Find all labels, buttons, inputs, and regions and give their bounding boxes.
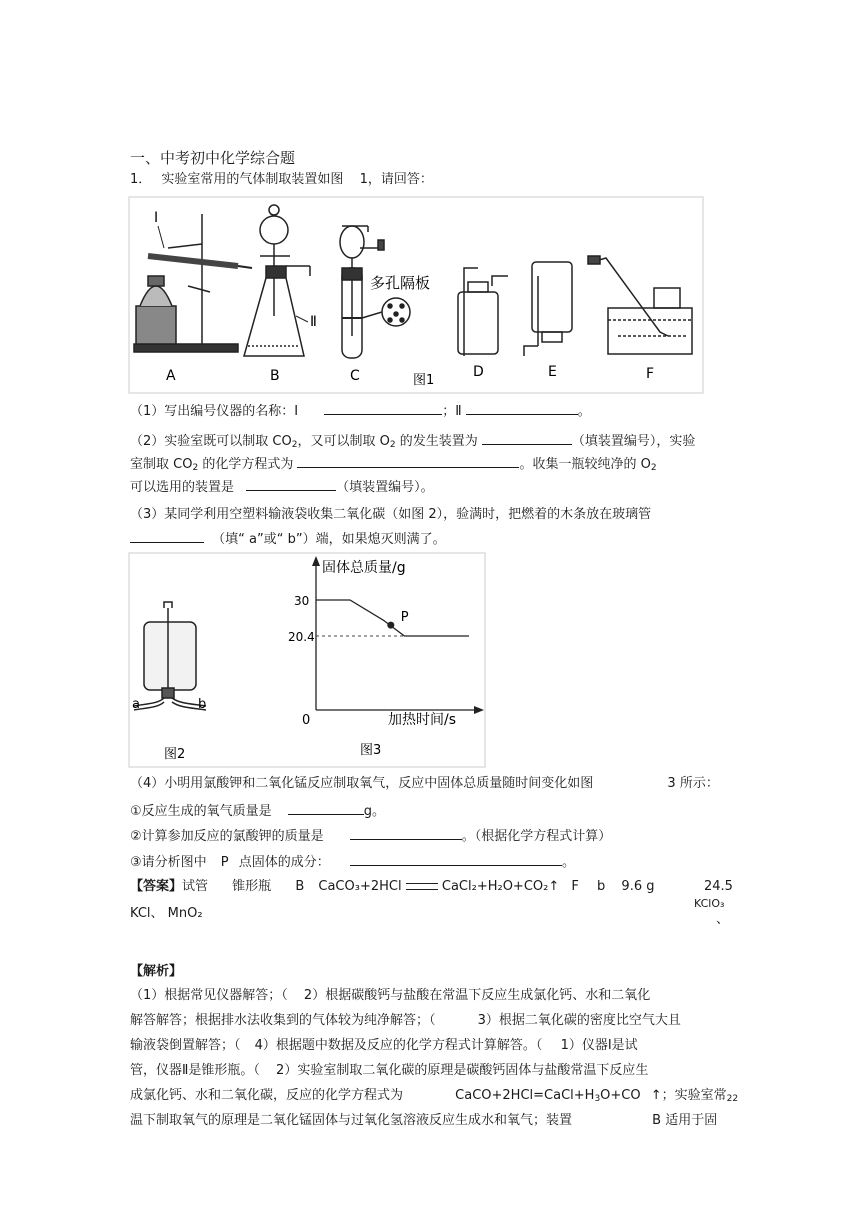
- q4-text-b: 3 所示：: [667, 776, 719, 791]
- analysis-1b: 2）根据碳酸钙与盐酸在常温下反应生成氯化钙、水和二氧化: [303, 988, 651, 1003]
- label-a: A: [166, 368, 176, 384]
- x-axis-label: 加热时间/s: [388, 712, 457, 728]
- answer-line: [130, 879, 654, 895]
- apparatus-d: [458, 268, 508, 356]
- analysis-3b: 4）根据题中数据及反应的化学方程式计算解答。（: [254, 1038, 543, 1053]
- question-number: 1．: [130, 172, 152, 187]
- y-axis-arrow: [312, 556, 320, 566]
- q2-sub-4: 2: [650, 463, 657, 473]
- analysis-6a: 温下制取氧气的原理是二氧化锰固体与过氧化氢溶液反应生成水和氧气；装置: [130, 1113, 573, 1128]
- q2-text-e: 室制取 CO: [130, 457, 193, 472]
- answer-label: 【答案】: [130, 879, 183, 894]
- question-stem: [130, 172, 433, 188]
- answer-3: B: [295, 879, 305, 894]
- question-2-line-2: [130, 455, 657, 476]
- q3-text: （填“ a”或“ b”）端，如果熄灭则满了。: [212, 532, 446, 547]
- q4-text-d: g。: [363, 804, 386, 819]
- analysis-4b: 2）实验室制取二氧化碳的原理是碳酸钙固体与盐酸常温下反应生: [276, 1063, 649, 1078]
- chart-figure-3: [288, 556, 484, 758]
- q1-separator: ；Ⅱ: [442, 404, 462, 419]
- point-p: [387, 622, 394, 629]
- analysis-3c: 1）仪器Ⅰ是试: [560, 1038, 638, 1053]
- question-2-line-3: [130, 478, 434, 496]
- apparatus-b: [244, 205, 310, 356]
- q2-text-f: 的化学方程式为: [198, 457, 294, 472]
- label-i: I: [154, 210, 159, 226]
- analysis-line-6: [130, 1113, 717, 1129]
- answer-4: F: [571, 879, 579, 894]
- analysis-line-2: [130, 1013, 681, 1029]
- analysis-6b: B 适用于固: [652, 1113, 718, 1128]
- answer-2: 锥形瓶: [232, 879, 272, 894]
- porous-plate-label: 多孔隔板: [370, 274, 431, 292]
- answer-8: KClO₃: [694, 897, 725, 910]
- q2-text-i: （填装置编号）。: [336, 480, 434, 495]
- q2-sub-2: 2: [389, 440, 396, 450]
- answer-10: 、: [716, 912, 730, 927]
- analysis-5a: 成氯化钙、水和二氧化碳，反应的化学方程式为: [130, 1088, 404, 1103]
- answer-7: 24.5: [704, 879, 733, 894]
- question-3-line-1: （3）某同学利用空塑料输液袋收集二氧化碳（如图 2），验满时，把燃着的木条放在玻璃管: [130, 507, 652, 522]
- analysis-line-5: [130, 1088, 738, 1107]
- figure-2-caption: 图2: [164, 747, 186, 762]
- figure-1-apparatus: [128, 196, 704, 394]
- figure-1-caption: 图1: [413, 373, 435, 388]
- figure-2-3: [128, 552, 486, 768]
- q2-text-b: ，又可以制取 O: [297, 434, 390, 449]
- answer-equation-right: CaCl₂+H₂O+CO₂↑: [441, 879, 560, 894]
- analysis-5d: O+CO: [600, 1088, 641, 1103]
- q2-text-a: （2）实验室既可以制取 CO: [130, 434, 292, 449]
- q2-text-g: 。收集一瓶较纯净的 O: [519, 457, 651, 472]
- question-4-line-1: [130, 776, 719, 792]
- apparatus-e: [524, 262, 572, 356]
- label-b: B: [270, 368, 280, 384]
- question-stem-b: 1，请回答：: [359, 172, 433, 187]
- analysis-2a: 解答解答；根据排水法收集到的气体较为纯净解答；（: [130, 1013, 436, 1028]
- answer-equation-left: CaCO₃+2HCl: [318, 879, 402, 894]
- analysis-line-3: [130, 1038, 638, 1054]
- q4-blank-3[interactable]: [350, 853, 562, 866]
- q2-sub-3: 2: [192, 463, 199, 473]
- q2-sub-1: 2: [291, 440, 298, 450]
- question-4-line-4: [130, 853, 575, 871]
- x-axis-arrow: [474, 706, 484, 714]
- analysis-5c: 3: [594, 1094, 601, 1104]
- q1-end: 。: [577, 404, 591, 419]
- fig2-label-b: b: [198, 697, 207, 712]
- q1-text: （1）写出编号仪器的名称：Ⅰ: [130, 404, 299, 419]
- answer-1: 试管: [182, 879, 209, 894]
- q2-blank-1[interactable]: [482, 432, 572, 445]
- point-p-label: P: [400, 610, 409, 626]
- q4-blank-1[interactable]: [288, 802, 364, 815]
- mass-curve: [316, 600, 469, 636]
- q2-text-d: （填装置编号），实验: [571, 434, 696, 449]
- y-tick-30: 30: [294, 594, 310, 608]
- analysis-5e: ↑；实验室常: [650, 1088, 727, 1103]
- q4-text-e: ②计算参加反应的氯酸钾的质量是: [130, 829, 324, 844]
- analysis-4a: 管，仪器Ⅱ是锥形瓶。（: [130, 1063, 260, 1078]
- analysis-line-4: [130, 1063, 648, 1079]
- analysis-label: 【解析】: [130, 964, 183, 979]
- q4-blank-2[interactable]: [350, 827, 462, 840]
- label-f: F: [646, 366, 655, 382]
- q2-blank-3[interactable]: [246, 478, 336, 491]
- analysis-3a: 输液袋倒置解答；（: [130, 1038, 241, 1053]
- q4-text-c: ①反应生成的氧气质量是: [130, 804, 272, 819]
- figure-3-caption: 图3: [360, 743, 382, 758]
- analysis-line-1: [130, 988, 650, 1004]
- q2-text-h: 可以选用的装置是: [130, 480, 235, 495]
- section-title: 一、中考初中化学综合题: [130, 149, 296, 167]
- q4-text-a: （4）小明用氯酸钾和二氧化锰反应制取氧气，反应中固体总质量随时间变化如图: [130, 776, 594, 791]
- label-c: C: [350, 368, 360, 384]
- q1-blank-1[interactable]: [324, 402, 442, 415]
- fig2-label-a: a: [132, 697, 140, 712]
- apparatus-a: [134, 214, 252, 352]
- question-2-line-1: [130, 432, 695, 453]
- q3-blank[interactable]: [130, 530, 204, 543]
- label-d: D: [473, 364, 484, 380]
- apparatus-f: [588, 256, 692, 354]
- answer-equals-sign: [406, 883, 438, 890]
- question-4-line-2: [130, 802, 385, 820]
- q4-text-f: 。（根据化学方程式计算）: [461, 829, 612, 844]
- q2-text-c: 的发生装置为: [395, 434, 478, 449]
- analysis-5b: CaCO+2HCl=CaCl+H: [455, 1088, 595, 1103]
- label-ii: Ⅱ: [310, 314, 317, 330]
- q4-text-j: 。: [561, 855, 575, 870]
- origin-label: 0: [302, 713, 311, 728]
- analysis-1a: （1）根据常见仪器解答；（: [130, 988, 288, 1003]
- q1-blank-2[interactable]: [466, 402, 578, 415]
- y-tick-20-4: 20.4: [288, 630, 315, 644]
- question-stem-a: 实验室常用的气体制取装置如图: [161, 172, 344, 187]
- answer-9: KCl、 MnO₂: [130, 906, 203, 921]
- answer-5: b: [597, 879, 606, 894]
- q4-text-i: 点固体的成分：: [238, 855, 330, 870]
- y-axis-label: 固体总质量/g: [322, 560, 406, 576]
- label-e: E: [548, 364, 557, 380]
- question-4-line-3: [130, 827, 611, 845]
- apparatus-c: [340, 226, 410, 358]
- answer-6: 9.6 g: [621, 879, 655, 894]
- analysis-2b: 3）根据二氧化碳的密度比空气大且: [477, 1013, 681, 1028]
- question-3-line-2: [130, 530, 446, 548]
- q4-text-g: ③请分析图中: [130, 855, 207, 870]
- infusion-bag: [134, 602, 206, 710]
- analysis-5f: 22: [726, 1094, 739, 1104]
- q2-blank-2[interactable]: [297, 455, 519, 468]
- question-1: [130, 402, 591, 420]
- q4-text-h: P: [220, 855, 229, 870]
